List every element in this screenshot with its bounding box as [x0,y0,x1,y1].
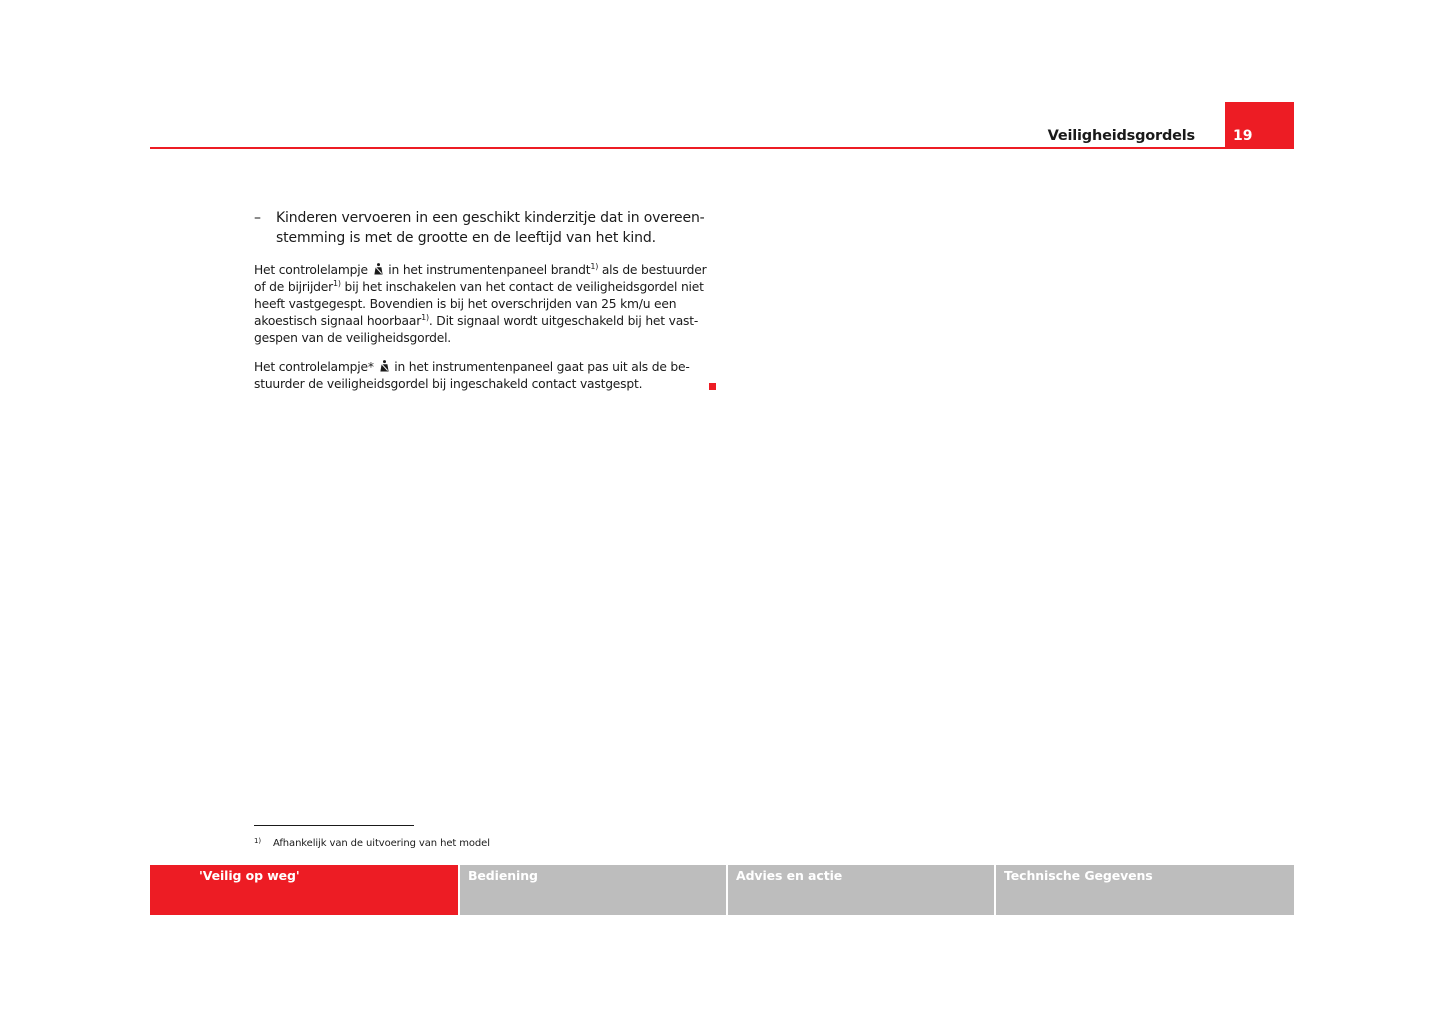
nav-tab-bediening[interactable] [460,865,726,915]
p1-text-9: gespen van de veiligheidsgordel. [254,331,451,345]
footnote-ref: 1) [421,313,429,322]
paragraph-warning-lamp [254,262,724,347]
footnote-ref: 1) [333,279,341,288]
p1-text-1: Het controlelampje [254,263,368,277]
page-number: 19 [1233,128,1253,144]
section-end-marker [709,383,716,390]
p1-text-5: bij het inschakelen van het contact de veiligheidsgordel niet [340,280,704,294]
nav-tab-technische-gegevens[interactable] [996,865,1294,915]
bullet-item [254,208,724,248]
p2-text-3: stuurder de veiligheidsgordel bij ingeschakeld contact vastgespt. [254,377,643,391]
footnote-rule [254,825,414,826]
nav-tab-label: Advies en actie [736,868,843,883]
bullet-line-2: stemming is met de grootte en de leeftijd van het kind. [276,230,656,246]
p1-text-4: of de bijrijder [254,280,333,294]
section-title: Veiligheidsgordels [1047,128,1195,144]
page-number-tab [1225,102,1294,149]
p1-text-2: in het instrumentenpaneel brandt [388,263,591,277]
bullet-line-1: Kinderen vervoeren in een geschikt kinderzitje dat in overeen- [276,210,705,226]
footnote-marker: 1) [254,837,261,845]
nav-tab-advies-en-actie[interactable] [728,865,994,915]
p1-text-6: heeft vastgegespt. Bovendien is bij het overschrijden van 25 km/u een [254,297,677,311]
header-rule [150,147,1294,149]
paragraph-lamp-off [254,359,724,393]
nav-tab-label: Bediening [468,868,538,883]
p2-text-2: in het instrumentenpaneel gaat pas uit als de be- [394,360,690,374]
seatbelt-warning-icon [380,360,389,372]
footnote [254,834,490,851]
nav-tab-veilig-op-weg[interactable] [150,865,458,915]
p1-text-7: akoestisch signaal hoorbaar [254,314,422,328]
nav-tab-label: Technische Gegevens [1004,868,1153,883]
p2-text-1: Het controlelampje* [254,360,374,374]
footnote-text: Afhankelijk van de uitvoering van het model [273,838,490,849]
p1-text-3: als de bestuurder [598,263,707,277]
main-content [254,208,724,405]
footnote-ref: 1) [590,262,599,271]
p1-text-8: . Dit signaal wordt uitgeschakeld bij het vast- [428,314,699,328]
seatbelt-warning-icon [374,263,383,275]
nav-tab-label: 'Veilig op weg' [199,868,300,883]
bullet-dash: – [254,210,261,226]
